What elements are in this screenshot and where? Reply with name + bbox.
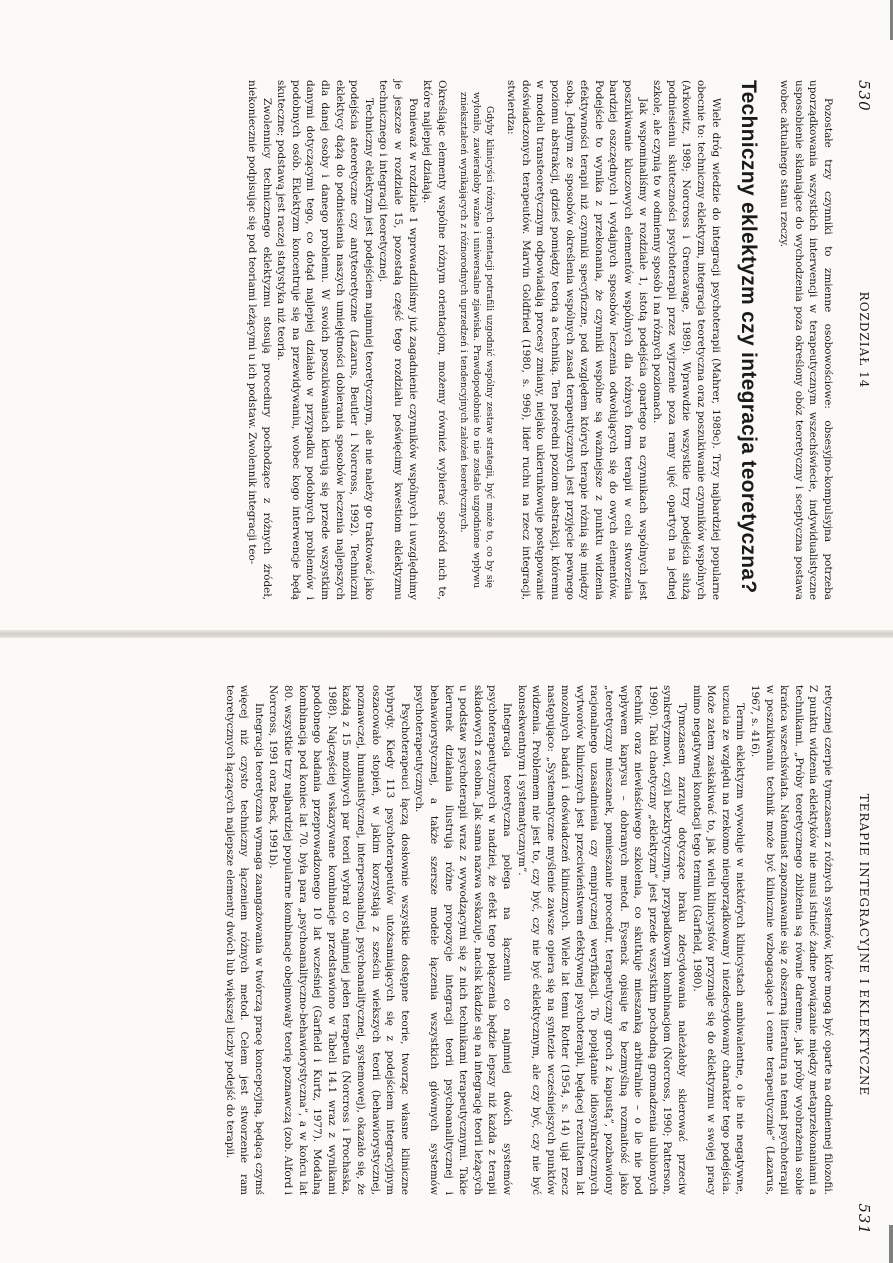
page-number: 531 xyxy=(855,1203,873,1235)
quote-text: Gdyby klinicyści różnych orientacji potrafili uzgodnić wspólny zestaw strategii, być może to, co by się wyłoniło, zawierałoby ważne i uniwersalne zjawiska. Prawdopodobnie to nie zostało uzgodnione wpływu zniekształceń wynikających z różnorodnych uprzedzeń i tendencyjnych założeń teoretycznych. xyxy=(457,92,495,588)
right-page xyxy=(0,655,893,1255)
paragraph: Psychoterapeuci łączą dosłownie wszystkie dostępne teorie, tworząc własne kliniczne hybrydy. Kiedy 113 psychoterapeutów utożsamiających się z podejściem integracyjnym oszacowało stopień, w jakim korzystają z sześciu wiekszych teorii (behawiorystycznej, poznawczej, humanistycznej, interpersonalnej, psychoanalitycznej, systemowej), okazało się, że każdą z 15 możliwych par teorii wybrał co najmniej jeden terapeuta (Norcross i Prochaska, 1988). Najczęściej wskazywane kombinacje przedstawiono w Tabeli 14.1 wraz z wynikami podobnego badania przeprowadzonego 10 lat wcześniej (Garfield i Kurtz, 1977). Modalną kombinacją pod koniec lat 70. była para „psychoanalityczno-behawiorystyczna”, a w końcu lat 80. wszystkie trzy najbardziej popularne kombinacje obejmowały teorię poznawczą (zob. Alford i Norcross, 1991 oraz Beck, 1991b). xyxy=(267,685,411,1195)
chapter-title: TERAPIE INTEGRACYJNE I EKLEKTYCZNE xyxy=(857,793,871,1097)
paragraph: Tymczasem zarzuty dotyczące braku zdecydowania należałoby skierować przeciw synkretyzmowi, czyli bezkrytycznym, przypadkowym kombinacjom (Norcross, 1990; Patterson, 1990). Taki chaotyczny „eklektyzm” jest przede wszystkim pochodną gromadzenia ulubionych technik oraz niewłaściwego szkolenia, co skutkuje mieszanką arbitralnie – o ile nie pod wpływem kaprysu – dobranych metod. Eysenck opisuje tę bezmyślną rozmaitość jako „teoretyczny mieszanek, pomieszanie procedur, terapeutyczny groch z kapustą”, pozbawiony racjonalnego uzasadnienia czy empirycznej weryfikacji. To popłątanie idiosynkratycznych wytworów klinicznych jest przeciwieństwem efektywnej psychoterapii, będącej rezultatem lat mozolnych badań i doświadczeń klinicznych. Wiele lat temu Rotter (1954, s. 14) ujął rzecz następująco: „Systematyczne myślenie zawsze opiera się na syntezie wcześniejszych punktów widzenia. Problemem nie jest to, czy być, czy nie być eklektycznym, ale czy być, czy nie być konsekwentnym i systematycznym”. xyxy=(515,685,689,1195)
block-quote xyxy=(457,92,496,588)
left-page xyxy=(0,20,893,620)
section-heading: Techniczny eklektyzm czy integracja teoretyczna? xyxy=(736,80,760,594)
paragraph: Wiele dróg wiedzie do integracji psychoterapii (Mahrer, 1989c). Trzy najbardziej popularne obecnie to: techniczny eklektyzm, integracja teoretyczna oraz poszukiwanie czynników wspólnych (Arkowitz, 1989; Norcross i Grencavage, 1989). Wprawdzie wszystkie trzy podejścia służą podniesieniu skuteczności psychoterapii przez wyjrzenie poza ramy ujęć opartych na jednej szkole, ale czynią to w odmienny sposób i na różnych poziomach. xyxy=(651,80,722,600)
scan-artifact xyxy=(889,1225,893,1263)
chapter-title: ROZDZIAŁ 14 xyxy=(857,291,871,389)
running-head xyxy=(851,80,871,600)
page-body xyxy=(244,80,835,600)
paragraph: Określając elementy wspólne różnym orientacjom, możemy również wybierać spośród nich te, które najlepiej działają. xyxy=(421,80,448,600)
paragraph: retycznej czerpie tymczasem z różnych systemów, które mogą być oparte na odmiennej filozofii. Z punktu widzenia eklektyków nie musi istnieć żadne powiązanie między metaprzekonaniami a technikami. „Próby teoretycznego zbliżenia są równie daremne, jak próby wyobrażenia sobie krańca wszechświata. Natomiast zapoznawanie się z obszerną literaturą na temat psychoterapii w poszukiwaniu technik może być klinicznie wzbogacające i cenne terapeutycznie” (Lazarus, 1967, s. 416). xyxy=(749,685,834,1195)
paragraph: Integracja teoretyczna wymaga zaangażowania w twórczą pracę koncepcyjną, będącą czymś więcej niż czysto techniczny łączeniem różnych metod. Celem jest stworzenie ram teoretycznych łączących najlepsze elementy dwóch lub większej liczby podejść do terapii. xyxy=(223,685,265,1195)
paragraph: Termin eklektyzm wywołuje w niektórych klinicystach ambiwalentne, o ile nie negatywne, uczucia ze względu na rzekomo nieuporządkowany i niezdecydowany charakter tego podejścia. Może zatem zaskakiwać to, jak wielu klinicystów przyznaje się do eklektyzmu w swojej pracy mimo negatywnej konotacji tego terminu (Garfield, 1980). xyxy=(690,685,747,1195)
paragraph: Zwolennicy technicznego eklektyzmu stosują procedury pochodzące z różnych źródeł, niekoniecznie podpisując się pod teoriami leżącymi u ich podstaw. Zwolennik integracji teo- xyxy=(246,80,273,600)
running-head xyxy=(851,715,871,1235)
paragraph: Integracja teoretyczna polega na łączeniu co najmniej dwóch systemów psychoterapeutycznych w nadziei, że efekt tego połączenia będzie lepszy niż każda z terapii składowych z osobna. Jak sama nazwa wskazuje, nacisk kładzie się na integrację teorii leżących u podstaw psychoterapii wraz z wywodzącymi się z nich technikami terapeutycznymi. Takie kierunek działania ilustrują różne propozycje integracji teorii psychoanalitycznej i behawiorystycznej, a także szersze modele łączenia wszystkich głównych systemów psychoterapeutycznych. xyxy=(413,685,513,1195)
paragraph: Pozostałe trzy czynniki to zmienne osobowościowe: obsesyjno-kompulsyjna potrzeba uporządkowania wszystkich interwencji w terapeutycznym wszechświecie, indywidualistyczne usposobienie skłaniające do wychodzenia poza określony obóz teoretyczny i sceptyczna postawa wobec aktualnego stanu rzeczy. xyxy=(778,80,834,600)
paragraph: Techniczny eklektyzm jest podejściem najmniej teoretycznym, ale nie należy go traktować jako podejścia ateoretyczne czy antyteoretyczne (Lazarus, Beutler i Norcross, 1992). Techniczni eklektycy dążą do podniesienia naszych umiejętności dobierania sposobów leczenia najlepszych dla danej osoby i danego problemu. W swoich poszukiwaniach kierują się przede wszystkim danymi dotyczącymi tego, co dotąd najlepiej działało w przypadku podobnych problemów i podobnych osób. Eklektyzm koncentruje się na przewidywaniu, wobec kogo interwencje będą skuteczne; podstawą jest raczej statystyka niż teoria. xyxy=(275,80,375,600)
page-number: 530 xyxy=(855,80,873,112)
book-gutter xyxy=(0,630,893,638)
paragraph: Jak wspominaliśmy w rozdziale 1, istotą podejścia opartego na czynnikach wspólnych jest poszukiwanie kluczowych elementów wspólnych dla różnych form terapii w celu stworzenia bardziej oszczędnych i wydajnych sposobów leczenia odwołujących się do owych elementów. Podejście to wynika z przekonania, że czynniki wspólne są ważniejsze z punktu widzenia efektywności terapii niż czynniki specyficzne, pod względem których terapie różnią się między sobą. Jednym ze sposobów określenia wspólnych zasad terapeutycznych jest przyjęcie pewnego poziomu abstrakcji, gdzieś pomiędzy teorią a techniką. Ten pośredni poziom abstrakcji, któremu w modelu transteoretycznym odpowiadają procesy zmiany, niejako ukierunkowuje postępowanie doświadczonych terapeutów. Marvin Goldfried (1980, s. 996), lider ruchu na rzecz integracji, stwierdza: xyxy=(505,80,649,600)
page-body xyxy=(222,685,835,1195)
paragraph: Ponieważ w rozdziale 1 wprowadziliśmy już zagadnienie czynników wspólnych i uwzględnimy je jeszcze w rozdziale 15, pozostałą część tego rozdziału poświęcimy kwestiom eklektyzmu technicznego i integracji teoretycznej. xyxy=(377,80,419,600)
